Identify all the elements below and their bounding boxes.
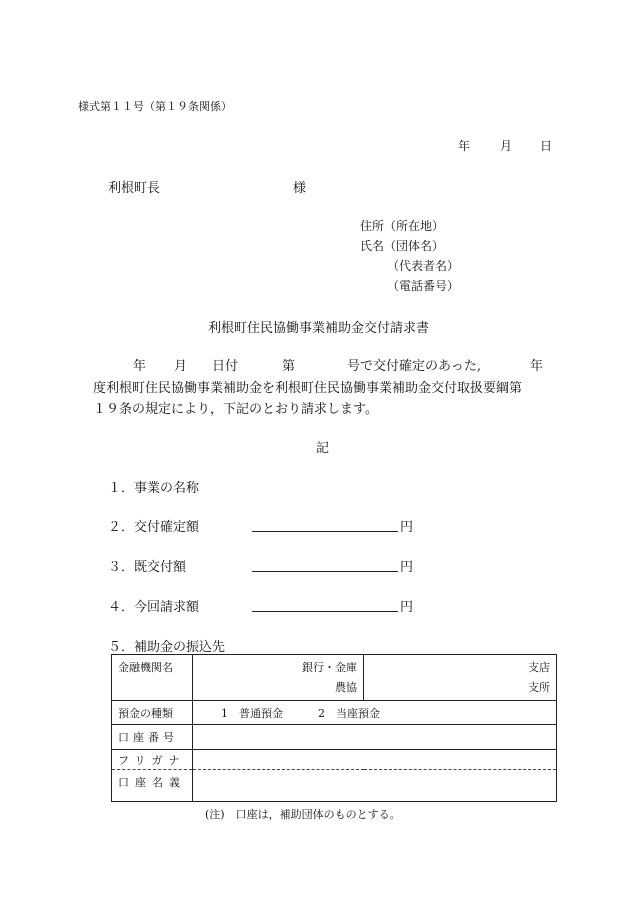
- body-no: 第: [282, 359, 296, 374]
- body-date: 日付: [212, 359, 239, 374]
- form-id: 様式第１１号（第１９条関係）: [78, 100, 232, 113]
- deposit-option-current[interactable]: 2 当座預金: [318, 706, 380, 720]
- addressee-honorific: 様: [293, 181, 307, 196]
- confirmed-amount-unit: 円: [400, 520, 414, 535]
- institution-label: [112, 655, 193, 701]
- furigana-cell[interactable]: [193, 750, 557, 770]
- account-number-cell[interactable]: [193, 725, 557, 750]
- body-year: 年: [133, 359, 147, 374]
- institution-label-text: 金融機関名: [118, 661, 173, 674]
- applicant-address: 住所（所在地）: [360, 219, 445, 233]
- applicant-representative: （代表者名）: [387, 259, 460, 273]
- furigana-label: フリガナ: [112, 750, 193, 770]
- applicant-name: 氏名（団体名）: [360, 239, 445, 253]
- date-day: 日: [540, 139, 553, 153]
- item-transfer-destination: ５．補助金の振込先: [108, 640, 226, 655]
- body-month: 月: [174, 359, 188, 374]
- branch-type-office: 支所: [528, 680, 550, 694]
- deposit-options[interactable]: [193, 701, 557, 725]
- account-holder-label: 口座名義: [112, 770, 193, 802]
- body-line2: 度利根町住民協働事業補助金を利根町住民協働事業補助金交付取扱要綱第: [93, 381, 523, 396]
- bank-table: [111, 654, 557, 802]
- bank-name-cell[interactable]: [193, 655, 364, 701]
- addressee-name: 利根町長: [108, 181, 161, 196]
- account-number-label: 口座番号: [112, 725, 193, 750]
- deposit-label: 預金の種類: [112, 701, 193, 725]
- item-confirmed-amount: ２．交付確定額: [108, 520, 200, 535]
- body-year-2: 年: [530, 359, 544, 374]
- deposit-option-ordinary[interactable]: 1 普通預金: [221, 706, 283, 720]
- applicant-phone: （電話番号）: [387, 279, 460, 293]
- item-request-amount: ４．今回請求額: [108, 600, 200, 615]
- date-year: 年: [458, 139, 471, 153]
- date-month: 月: [500, 139, 513, 153]
- document-title: 利根町住民協働事業補助金交付請求書: [208, 321, 430, 336]
- account-holder-cell[interactable]: [193, 770, 557, 802]
- branch-type-branch: 支店: [528, 660, 550, 674]
- request-amount-line[interactable]: [252, 611, 398, 612]
- bank-type-agri: 農協: [335, 680, 357, 694]
- body-line3: １９条の規定により，下記のとおり請求します。: [93, 402, 378, 417]
- item-project-name: １．事業の名称: [108, 481, 200, 496]
- request-amount-unit: 円: [400, 600, 414, 615]
- body-confirmed: 号で交付確定のあった,: [347, 359, 482, 374]
- item-paid-amount: ３．既交付額: [108, 560, 187, 575]
- paid-amount-line[interactable]: [252, 571, 398, 572]
- branch-name-cell[interactable]: [364, 655, 557, 701]
- paid-amount-unit: 円: [400, 560, 414, 575]
- ki-heading: 記: [316, 441, 330, 456]
- bank-type-bank: 銀行・金庫: [302, 660, 357, 674]
- confirmed-amount-line[interactable]: [252, 531, 398, 532]
- note: (注) 口座は，補助団体のものとする。: [205, 808, 401, 821]
